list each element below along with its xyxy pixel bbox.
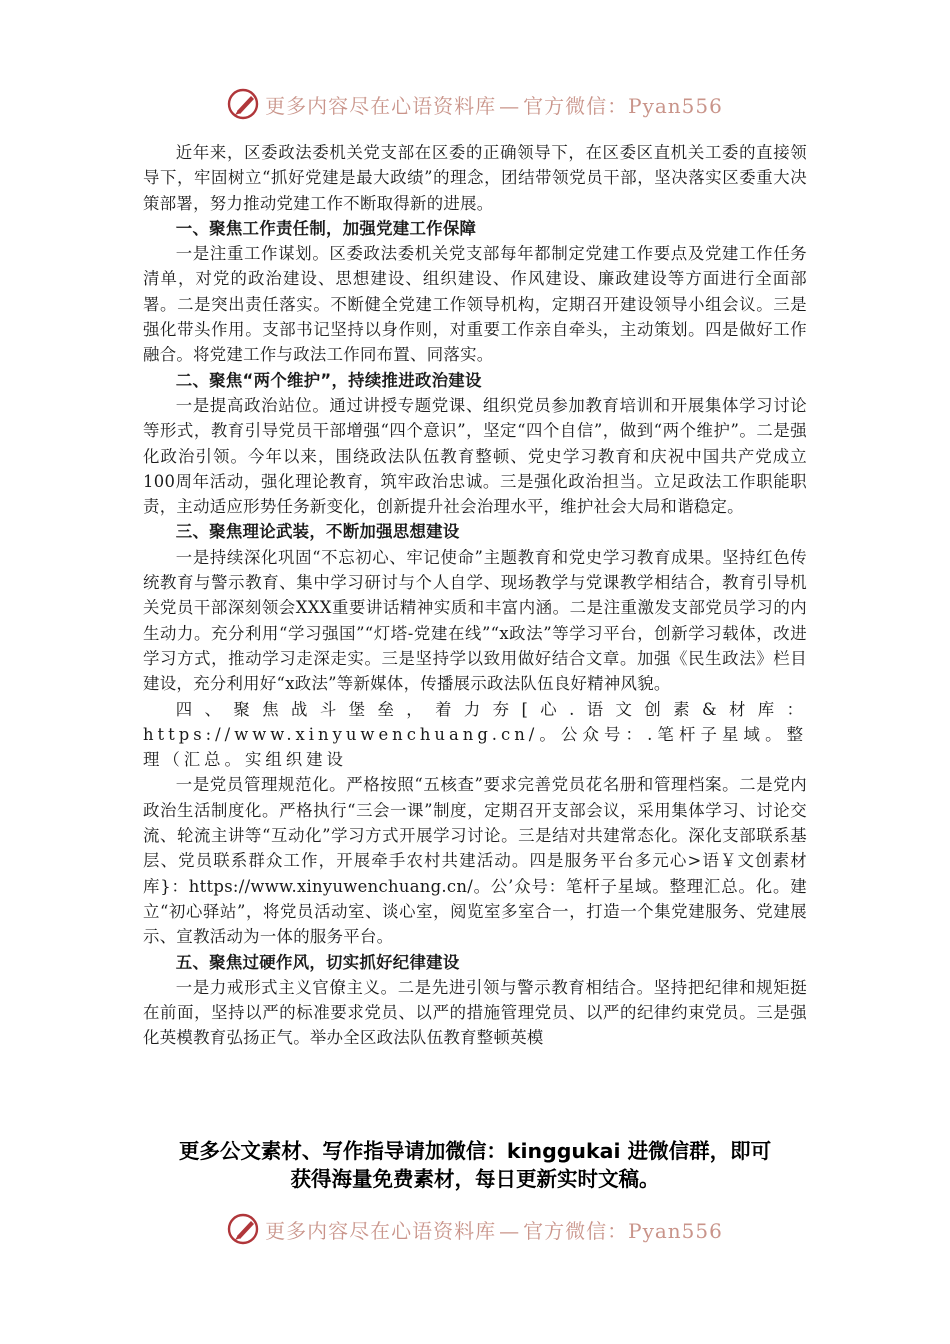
section-paragraph-5: 一是力戒形式主义官僚主义。二是先进引领与警示教育相结合。坚持把纪律和规矩挺在前面，坚持以严的标准要求党员、以严的措施管理党员、以严的纪律约束党员。三是强化英模教育弘扬正气。举办全区政法队伍教育整顿英模 [143, 977, 807, 1048]
banner-separator: — [499, 93, 521, 118]
promo-line-2: 获得海量免费素材，每日更新实时文稿。 [290, 1167, 660, 1191]
promo-notice [0, 1137, 950, 1193]
section-paragraph-4: 一是党员管理规范化。严格按照“五核查”要求完善党员花名册和管理档案。二是党内政治生活制度化。严格执行“三会一课”制度，定期召开支部会议，采用集体学习、讨论交流、轮流主讲等“互动化”学习方式开展学习讨论。三是结对共建常态化。深化支部联系基层、党员联系群众工作，开展牵手农村共建活动。四是服务平台多元心>语￥文创素材库}：https://www.xinyuwenchuang.cn/。公’众号：笔杆子星域。整理汇总。化。建立“初心驿站”，将党员活动室、谈心室，阅览室多室合一，打造一个集党建服务、党建展示、宣教活动为一体的服务平台。 [143, 775, 807, 947]
banner-official: 官方微信：Pyan556 [523, 93, 723, 118]
section-heading-3: 三、聚焦理论武装，不断加强思想建设 [175, 522, 460, 542]
promo-line-1: 更多公文素材、写作指导请加微信：kinggukai 进微信群，即可 [178, 1139, 772, 1163]
section-paragraph-2: 一是提高政治站位。通过讲授专题党课、组织党员参加教育培训和开展集体学习讨论等形式，教育引导党员干部增强“四个意识”，坚定“四个自信”，做到“两个维护”。二是强化政治引领。今年以来，围绕政法队伍教育整顿、党史学习教育和庆祝中国共产党成立100周年活动，强化理论教育，筑牢政治忠诚。三是强化政治担当。立足政法工作职能职责，主动适应形势任务新变化，创新提升社会治理水平，维护社会大局和谐稳定。 [143, 395, 807, 517]
section-paragraph-1: 一是注重工作谋划。区委政法委机关党支部每年都制定党建工作要点及党建工作任务清单，对党的政治建设、思想建设、组织建设、作风建设、廉政建设等方面进行全面部署。二是突出责任落实。不断健全党建工作领导机构，定期召开建设领导小组会议。三是强化带头作用。支部书记坚持以身作则，对重要工作亲自牵头，主动策划。四是做好工作融合。将党建工作与政法工作同布置、同落实。 [143, 244, 807, 365]
banner-title: 更多内容尽在心语资料库 [265, 93, 497, 118]
banner-official: 官方微信：Pyan556 [523, 1218, 723, 1243]
section-heading-1: 一、聚焦工作责任制，加强党建工作保障 [175, 218, 477, 238]
pen-logo-icon [227, 1212, 261, 1246]
banner-separator: — [499, 1218, 521, 1243]
bottom-banner [0, 1209, 950, 1249]
section-heading-4: 四、聚焦战斗堡垒，着力夯[心.语文创素&材库：https://www.xinyuwenchuang.cn/。公众号：.笔杆子星域。整理（汇总。实组织建设 [143, 699, 807, 770]
section-heading-5: 五、聚焦过硬作风，切实抓好纪律建设 [175, 952, 460, 972]
banner-title: 更多内容尽在心语资料库 [265, 1218, 497, 1243]
pen-logo-icon [227, 87, 261, 121]
intro-paragraph: 近年来，区委政法委机关党支部在区委的正确领导下，在区委区直机关工委的直接领导下，牢固树立“抓好党建是最大政绩”的理念，团结带领党员干部，坚决落实区委重大决策部署，努力推动党建工作不断取得新的进展。 [143, 143, 807, 213]
section-heading-2: 二、聚焦“两个维护”，持续推进政治建设 [175, 370, 482, 390]
section-paragraph-3: 一是持续深化巩固“不忘初心、牢记使命”主题教育和党史学习教育成果。坚持红色传统教育与警示教育、集中学习研讨与个人自学、现场教学与党课教学相结合，教育引导机关党员干部深刻领会XXX重要讲话精神实质和丰富内涵。二是注重激发支部党员学习的内生动力。充分利用“学习强国”“灯塔-党建在线”“x政法”等学习平台，创新学习载体，改进学习方式，推动学习走深走实。三是坚持学以致用做好结合文章。加强《民生政法》栏目建设，充分利用好“x政法”等新媒体，传播展示政法队伍良好精神风貌。 [143, 547, 807, 694]
top-banner [0, 84, 950, 124]
document-body [143, 140, 807, 1051]
